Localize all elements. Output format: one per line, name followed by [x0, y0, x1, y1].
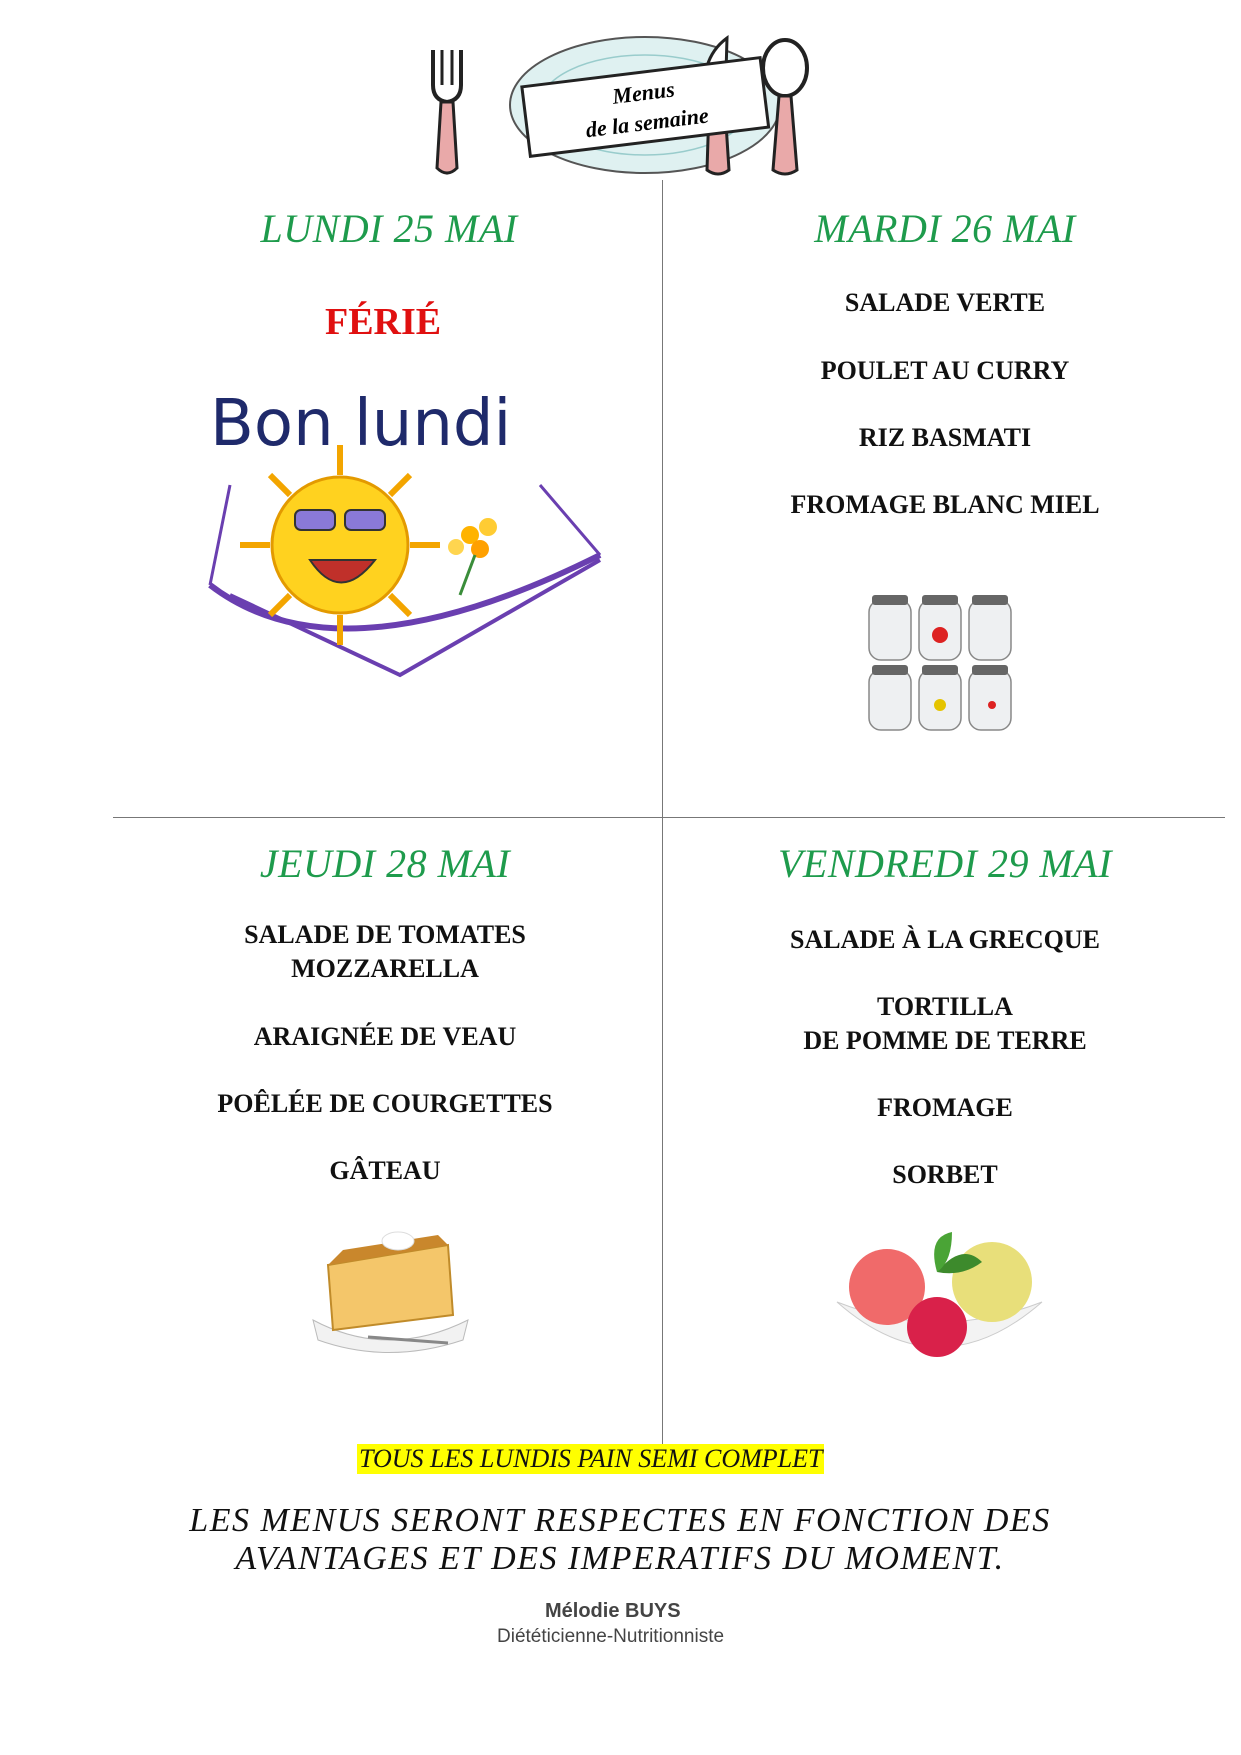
dish-item: FROMAGE [877, 1093, 1013, 1122]
dish-item: GÂTEAU [329, 1156, 441, 1185]
header-line2: de la semaine [584, 102, 710, 143]
dish-item: POÊLÉE DE COURGETTES [217, 1089, 553, 1118]
bread-note: TOUS LES LUNDIS PAIN SEMI COMPLET [359, 1444, 823, 1473]
day-title-monday: LUNDI 25 MAI [260, 206, 518, 251]
sorbet-bowl-illustration [832, 1232, 1047, 1372]
dish-item: RIZ BASMATI [858, 423, 1032, 452]
dish-item: TORTILLA [877, 992, 1013, 1021]
day-title-friday: VENDREDI 29 MAI [777, 841, 1113, 886]
dish-item: SALADE DE TOMATES [244, 920, 526, 949]
disclaimer-line2: AVANTAGES ET DES IMPERATIFS DU MOMENT. [235, 1540, 1005, 1577]
disclaimer [140, 1502, 1100, 1578]
sun-hammock-illustration [170, 385, 610, 730]
signature-role: Diététicienne-Nutritionniste [497, 1626, 725, 1647]
header-line1: Menus [611, 76, 676, 109]
dish-item: ARAIGNÉE DE VEAU [253, 1022, 517, 1051]
cake-slice-illustration [308, 1225, 473, 1355]
dish-item: DE POMME DE TERRE [803, 1026, 1087, 1055]
bon-lundi-text: Bon lundi [210, 387, 512, 461]
dish-item: SALADE À LA GRECQUE [790, 925, 1100, 954]
dish-item: SORBET [892, 1160, 998, 1189]
horizontal-divider [113, 817, 1225, 818]
day-title-thursday: JEUDI 28 MAI [259, 841, 511, 886]
disclaimer-line1: LES MENUS SERONT RESPECTES EN FONCTION DES [189, 1502, 1051, 1539]
fork-icon [433, 50, 461, 173]
dish-item: POULET AU CURRY [820, 356, 1070, 385]
dish-item: FROMAGE BLANC MIEL [790, 490, 1100, 519]
day-title-tuesday: MARDI 26 MAI [814, 206, 1076, 251]
dish-item: MOZZARELLA [291, 954, 479, 983]
dish-item: SALADE VERTE [844, 288, 1046, 317]
vertical-divider [662, 180, 663, 1450]
yogurt-jars-illustration [864, 590, 1024, 740]
menu-header-logo [425, 30, 865, 180]
signature-name: Mélodie BUYS [545, 1600, 681, 1622]
holiday-label: FÉRIÉ [325, 301, 442, 343]
